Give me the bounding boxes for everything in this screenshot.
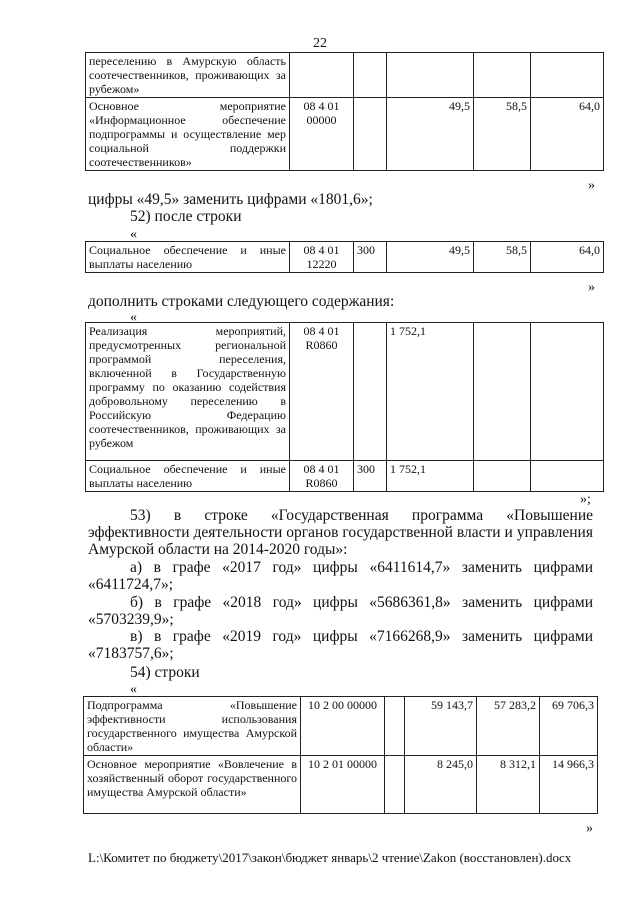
- row-2018: 8 312,1: [477, 756, 540, 814]
- row-2019: [531, 461, 604, 492]
- paragraph-53a: а) в графе «2017 год» цифры «6411614,7» заменить цифрами «6411724,7»;: [88, 559, 593, 593]
- row-2019: [531, 53, 604, 98]
- row-code: 10 2 00 00000: [301, 697, 385, 756]
- row-2019: 69 706,3: [540, 697, 598, 756]
- open-quote: «: [130, 682, 137, 697]
- row-code: 08 4 01 R0860: [290, 461, 354, 492]
- row-2019: 64,0: [531, 242, 604, 273]
- budget-table-3: [85, 322, 604, 492]
- paragraph-53b: б) в графе «2018 год» цифры «5686361,8» заменить цифрами «5703239,9»;: [88, 594, 593, 628]
- row-vr: [354, 323, 387, 461]
- row-code: 08 4 01 R0860: [290, 323, 354, 461]
- row-name: Реализация мероприятий, предусмотренных региональной программой переселения, включенной в Государственную программу по оказанию содействия добровольному переселению в Российскую Федерацию соотечественников, проживающих за рубежом: [86, 323, 290, 461]
- row-2017: 49,5: [387, 98, 474, 171]
- table-row: [84, 756, 598, 814]
- row-2018: [474, 53, 531, 98]
- row-2017: 8 245,0: [405, 756, 477, 814]
- row-2019: [531, 323, 604, 461]
- row-2017: 1 752,1: [387, 461, 474, 492]
- row-name: переселению в Амурскую область соотечественников, проживающих за рубежом»: [86, 53, 290, 98]
- budget-table-4: [83, 696, 598, 814]
- row-2019: 64,0: [531, 98, 604, 171]
- row-vr: [385, 697, 405, 756]
- table-row: [86, 242, 604, 273]
- table-row: [86, 461, 604, 492]
- row-vr: [385, 756, 405, 814]
- paragraph-54: 54) строки: [130, 664, 200, 681]
- close-quote: »;: [580, 492, 591, 507]
- row-name: Основное мероприятие «Информационное обеспечение подпрограммы и осуществление мер социальной поддержки соотечественников»: [86, 98, 290, 171]
- row-2018: 58,5: [474, 242, 531, 273]
- paragraph-add-rows: дополнить строками следующего содержания:: [88, 293, 395, 310]
- row-2018: 57 283,2: [477, 697, 540, 756]
- row-2017: 59 143,7: [405, 697, 477, 756]
- paragraph-51-tail: цифры «49,5» заменить цифрами «1801,6»;: [88, 191, 373, 208]
- table-row: [84, 697, 598, 756]
- row-2017: 1 752,1: [387, 323, 474, 461]
- paragraph-53c: в) в графе «2019 год» цифры «7166268,9» заменить цифрами «7183757,6»;: [88, 628, 593, 662]
- footer-file-path: L:\Комитет по бюджету\2017\закон\бюджет январь\2 чтение\Zakon (восстановлен).docx: [88, 850, 572, 865]
- row-code: 08 4 01 12220: [290, 242, 354, 273]
- budget-table-2: [85, 241, 604, 273]
- row-name: Социальное обеспечение и иные выплаты населению: [86, 242, 290, 273]
- row-2018: [474, 461, 531, 492]
- row-vr: [354, 53, 387, 98]
- row-2018: [474, 323, 531, 461]
- row-2018: 58,5: [474, 98, 531, 171]
- close-quote: »: [588, 280, 595, 295]
- table-row: [86, 98, 604, 171]
- open-quote: «: [130, 227, 137, 242]
- row-code: [290, 53, 354, 98]
- table-row: [86, 323, 604, 461]
- page-number: 22: [313, 36, 327, 51]
- row-vr: 300: [354, 242, 387, 273]
- row-name: Основное мероприятие «Вовлечение в хозяйственный оборот государственного имущества Амурской области»: [84, 756, 301, 814]
- row-2019: 14 966,3: [540, 756, 598, 814]
- row-code: 08 4 01 00000: [290, 98, 354, 171]
- paragraph-53: 53) в строке «Государственная программа «Повышение эффективности деятельности органов государственной власти и управления Амурской области на 2014-2020 годы»:: [88, 507, 593, 558]
- table-row: [86, 53, 604, 98]
- row-vr: 300: [354, 461, 387, 492]
- row-name: Подпрограмма «Повышение эффективности использования государственного имущества Амурской области»: [84, 697, 301, 756]
- close-quote: »: [588, 178, 595, 193]
- row-name: Социальное обеспечение и иные выплаты населению: [86, 461, 290, 492]
- close-quote: »: [586, 821, 593, 836]
- budget-table-1: [85, 52, 604, 171]
- row-2017: [387, 53, 474, 98]
- row-2017: 49,5: [387, 242, 474, 273]
- paragraph-52: 52) после строки: [130, 208, 242, 225]
- open-quote: «: [130, 310, 137, 325]
- row-vr: [354, 98, 387, 171]
- row-code: 10 2 01 00000: [301, 756, 385, 814]
